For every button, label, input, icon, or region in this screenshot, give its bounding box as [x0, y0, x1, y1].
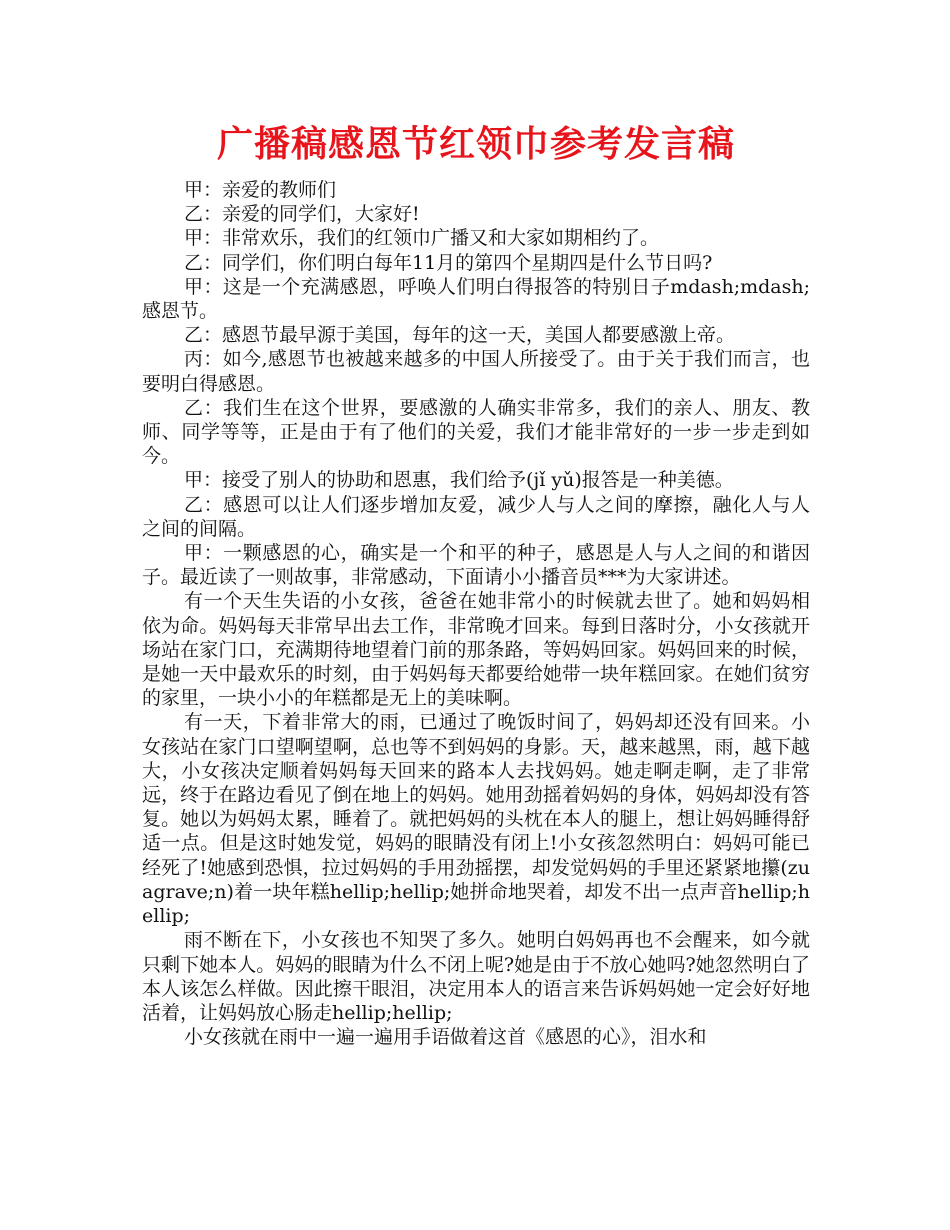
paragraph: 甲：一颗感恩的心，确实是一个和平的种子，感恩是人与人之间的和谐因子。最近读了一则故事，非常感动，下面请小小播音员***为大家讲述。	[142, 542, 810, 589]
paragraph: 有一天，下着非常大的雨，已通过了晚饭时间了，妈妈却还没有回来。小女孩站在家门口望啊望啊，总也等不到妈妈的身影。天，越来越黑，雨，越下越大，小女孩决定顺着妈妈每天回来的路本人去找妈妈。她走啊走啊，走了非常远，终于在路边看见了倒在地上的妈妈。她用劲摇着妈妈的身体，妈妈却没有答复。她以为妈妈太累，睡着了。就把妈妈的头枕在本人的腿上，想让妈妈睡得舒适一点。但是这时她发觉，妈妈的眼睛没有闭上!小女孩忽然明白：妈妈可能已经死了!她感到恐惧，拉过妈妈的手用劲摇摆，却发觉妈妈的手里还紧紧地攥(zuagrave;n)着一块年糕hellip;hellip;她拼命地哭着，却发不出一点声音hellip;hellip;	[142, 711, 810, 928]
paragraph: 甲：这是一个充满感恩，呼唤人们明白得报答的特别日子mdash;mdash;感恩节。	[142, 275, 810, 323]
paragraph: 甲：接受了别人的协助和恩惠，我们给予(jǐ yǔ)报答是一种美德。	[184, 469, 734, 492]
paragraph: 丙：如今,感恩节也被越来越多的中国人所接受了。由于关于我们而言，也要明白得感恩。	[142, 348, 810, 395]
paragraph: 乙：感恩可以让人们逐步增加友爱，减少人与人之间的摩擦，融化人与人之间的间隔。	[142, 493, 810, 540]
paragraph: 乙：我们生在这个世界，要感激的人确实非常多，我们的亲人、朋友、教师、同学等等，正是由于有了他们的关爱，我们才能非常好的一步一步走到如今。	[142, 396, 810, 468]
paragraph: 雨不断在下，小女孩也不知哭了多久。她明白妈妈再也不会醒来，如今就只剩下她本人。妈妈的眼睛为什么不闭上呢?她是由于不放心她吗?她忽然明白了本人该怎么样做。因此擦干眼泪，决定用本人的语言来告诉妈妈她一定会好好地活着，让妈妈放心肠走hellip;hellip;	[142, 929, 810, 1024]
paragraph: 乙：亲爱的同学们，大家好!	[184, 203, 420, 226]
document-page	[142, 118, 810, 1049]
paragraph: 有一个天生失语的小女孩，爸爸在她非常小的时候就去世了。她和妈妈相依为命。妈妈每天非常早出去工作，非常晚才回来。每到日落时分，小女孩就开场站在家门口，充满期待地望着门前的那条路，等妈妈回家。妈妈回来的时候，是她一天中最欢乐的时刻，由于妈妈每天都要给她带一块年糕回家。在她们贫穷的家里，一块小小的年糕都是无上的美味啊。	[142, 590, 810, 710]
document-title: 广播稿感恩节红领巾参考发言稿	[216, 124, 735, 165]
paragraph: 乙：感恩节最早源于美国，每年的这一天，美国人都要感激上帝。	[184, 324, 736, 347]
paragraph: 乙：同学们，你们明白每年11月的第四个星期四是什么节日吗?	[184, 251, 713, 274]
paragraph: 甲：非常欢乐，我们的红领巾广播又和大家如期相约了。	[184, 227, 660, 250]
paragraph: 甲：亲爱的教师们	[184, 179, 337, 201]
document-body	[142, 178, 810, 1049]
paragraph: 小女孩就在雨中一遍一遍用手语做着这首《感恩的心》，泪水和	[184, 1026, 707, 1049]
